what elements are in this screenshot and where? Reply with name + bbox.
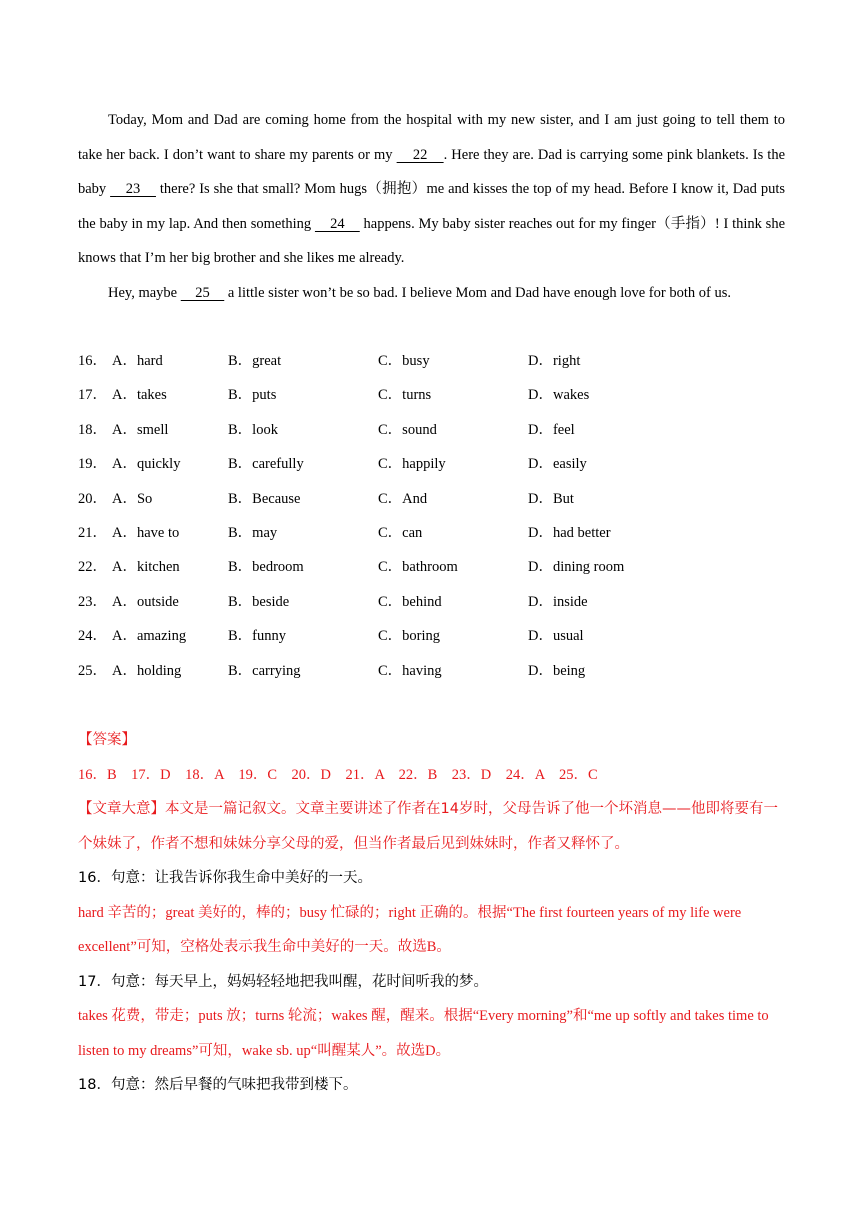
option-a: A．amazing	[112, 628, 187, 645]
answer-keys: 16．B 17．D 18．A 19．C 20．D 21．A 22．B 23．D 24．A 25．C	[78, 766, 598, 783]
option-row-18	[78, 413, 785, 447]
option-row-19	[78, 447, 785, 481]
passage-paragraph-1	[78, 103, 785, 276]
option-a: A．kitchen	[112, 559, 180, 576]
option-b: B．carrying	[228, 662, 301, 679]
q17-meaning: 17．句意：每天早上，妈妈轻轻地把我叫醒，花时间听我的梦。	[78, 973, 488, 990]
option-c: C．busy	[378, 353, 430, 369]
option-row-25	[78, 654, 785, 688]
option-b: B．look	[228, 421, 278, 438]
question-number: 19．	[78, 456, 107, 473]
option-a: A．holding	[112, 662, 182, 679]
option-c: C．boring	[378, 628, 441, 645]
blank-25: 25	[180, 285, 225, 301]
option-row-23	[78, 585, 785, 619]
q16-explanation: hard 辛苦的；great 美好的，棒的；busy 忙碌的；right 正确的。根据“The first fourteen years of my life were excellent”可知，空格处表示我生命中美好的一天。故选B。	[78, 904, 742, 955]
passage-text: a little sister won’t be so bad. I believe Mom and Dad have enough love for both of us.	[224, 285, 731, 301]
blank-22: 22	[396, 146, 444, 163]
option-c: C．turns	[378, 387, 432, 404]
option-a: A．outside	[112, 593, 179, 610]
option-b: B．Because	[228, 490, 301, 507]
question-number: 20．	[78, 490, 107, 507]
option-a: A．hard	[112, 353, 163, 369]
option-d: D．inside	[528, 593, 588, 610]
option-d: D．usual	[528, 628, 584, 645]
article-summary: 【文章大意】本文是一篇记叙文。文章主要讲述了作者在14岁时，父母告诉了他一个坏消息——他即将要有一个妹妹了，作者不想和妹妹分享父母的爱，但当作者最后见到妹妹时，作者又释怀了。	[78, 801, 778, 852]
option-c: C．behind	[378, 593, 442, 610]
question-number: 24．	[78, 628, 107, 645]
question-number: 23．	[78, 593, 107, 610]
option-b: B．bedroom	[228, 559, 304, 576]
answer-heading: 【答案】	[78, 732, 136, 748]
option-c: C．happily	[378, 456, 446, 473]
option-c: C．bathroom	[378, 559, 458, 576]
option-d: D．But	[528, 490, 574, 507]
option-c: C．sound	[378, 421, 437, 438]
passage-text: Today, Mom and Dad are coming home from the hospital with my new sister, and I am just going to tell them to take her back. I don’t want to share my parents or my	[78, 112, 785, 163]
option-c: C．can	[378, 525, 423, 541]
blank-24: 24	[314, 215, 360, 232]
question-number: 16．	[78, 353, 107, 369]
option-b: B．carefully	[228, 456, 304, 473]
passage-text: happens. My baby sister reaches out for my finger（手指）! I think she knows that I’m her big brother and she likes me already.	[78, 215, 786, 266]
option-d: D．wakes	[528, 387, 590, 404]
question-number: 22．	[78, 559, 107, 576]
option-d: D．had better	[528, 525, 611, 541]
option-a: A．have to	[112, 525, 180, 541]
option-a: A．takes	[112, 387, 167, 404]
passage-text: Hey, maybe	[108, 285, 181, 301]
option-b: B．great	[228, 353, 282, 369]
option-row-22	[78, 550, 785, 584]
option-b: B．may	[228, 525, 278, 541]
option-row-21	[78, 516, 785, 550]
option-c: C．And	[378, 490, 428, 507]
passage-text: there? Is she that small? Mom hugs（拥抱）me and kisses the top of my head. Before I know it, Dad puts the baby in my lap. And then something	[78, 181, 786, 232]
option-d: D．dining room	[528, 559, 625, 576]
option-d: D．easily	[528, 456, 587, 473]
passage-paragraph-2	[78, 276, 785, 311]
option-d: D．being	[528, 662, 586, 679]
option-a: A．smell	[112, 421, 169, 438]
option-row-24	[78, 619, 785, 653]
blank-23: 23	[110, 181, 156, 197]
option-a: A．quickly	[112, 456, 181, 473]
option-row-16	[78, 344, 785, 378]
question-number: 25．	[78, 662, 107, 679]
option-d: D．right	[528, 353, 581, 369]
option-a: A．So	[112, 490, 153, 507]
q16-meaning: 16．句意：让我告诉你我生命中美好的一天。	[78, 870, 372, 886]
option-b: B．puts	[228, 387, 277, 404]
question-number: 18．	[78, 421, 107, 438]
option-c: C．having	[378, 662, 442, 679]
question-number: 17．	[78, 387, 107, 404]
q18-meaning: 18．句意：然后早餐的气味把我带到楼下。	[78, 1077, 358, 1093]
option-row-17	[78, 378, 785, 412]
option-b: B．funny	[228, 628, 286, 645]
option-row-20	[78, 482, 785, 516]
option-d: D．feel	[528, 421, 575, 438]
option-b: B．beside	[228, 593, 290, 610]
q17-explanation: takes 花费，带走；puts 放；turns 轮流；wakes 醒，醒来。根据“Every morning”和“me up softly and takes time to listen to my dreams”可知，wake sb. up“叫醒某人”。故选D。	[78, 1008, 769, 1059]
passage-text: . Here they are. Dad is carrying some pink blankets. Is the baby	[78, 146, 786, 197]
question-number: 21．	[78, 525, 107, 541]
